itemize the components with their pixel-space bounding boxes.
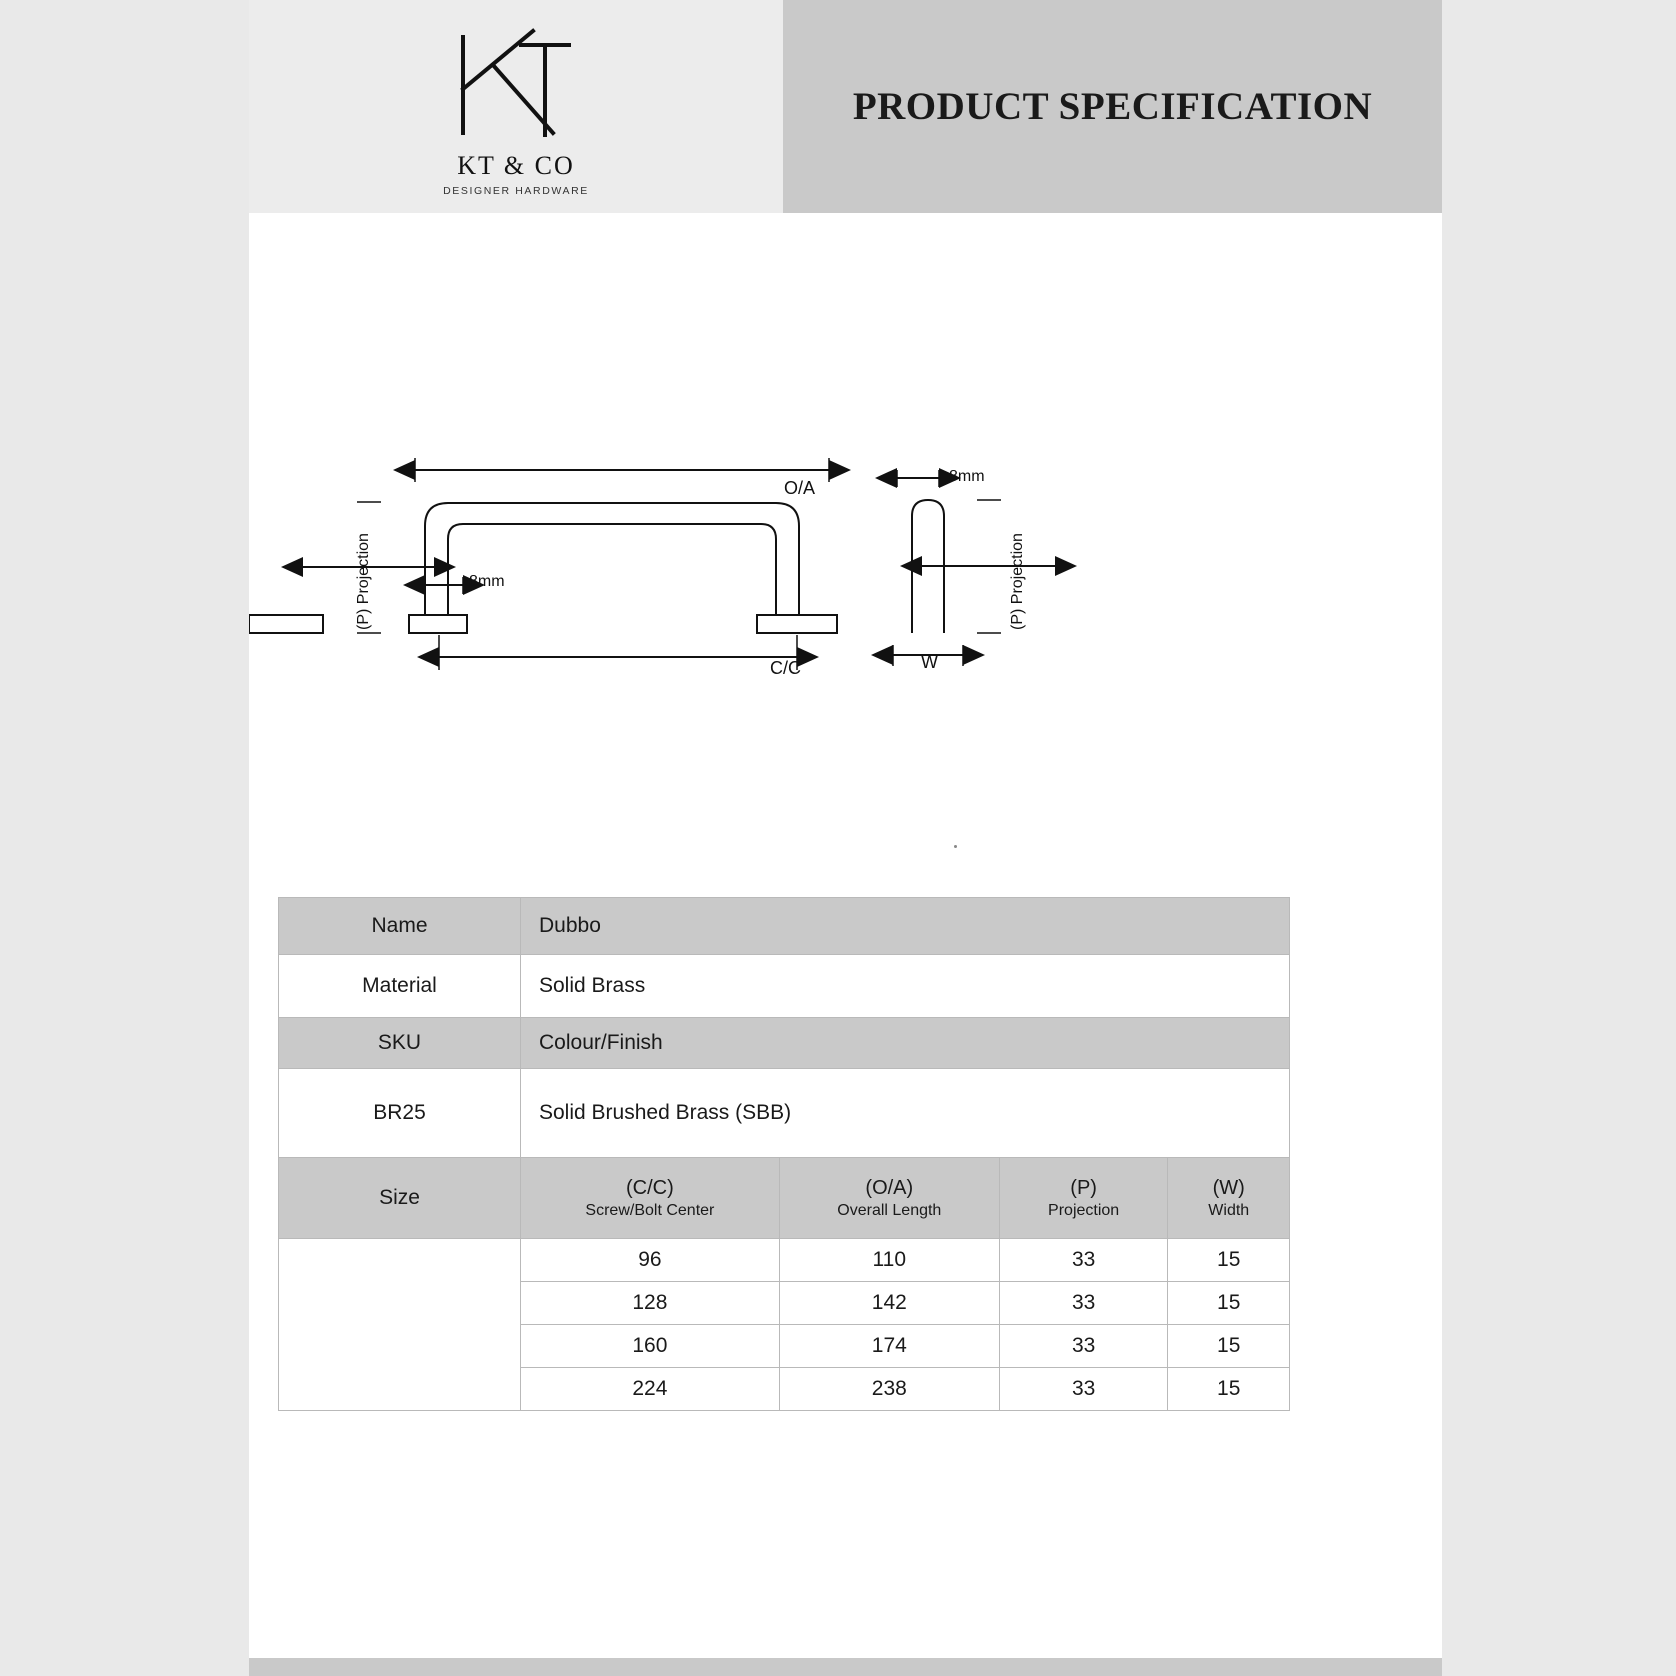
size-cc-2: 128 bbox=[521, 1282, 780, 1325]
brand-tagline: DESIGNER HARDWARE bbox=[443, 184, 589, 197]
value-material: Solid Brass bbox=[521, 955, 1290, 1018]
size-p-2: 33 bbox=[999, 1282, 1168, 1325]
page-title: PRODUCT SPECIFICATION bbox=[852, 85, 1373, 128]
size-w-4: 15 bbox=[1168, 1368, 1290, 1411]
size-header-p bbox=[999, 1158, 1168, 1239]
size-header-cc-sub: Screw/Bolt Center bbox=[585, 1201, 715, 1219]
document-page bbox=[249, 0, 1442, 1676]
size-p-4: 33 bbox=[999, 1368, 1168, 1411]
technical-drawing bbox=[249, 430, 1442, 760]
value-name: Dubbo bbox=[521, 898, 1290, 955]
size-spacer-cell bbox=[279, 1239, 521, 1411]
size-header-w-code: (W) bbox=[1212, 1176, 1245, 1199]
size-cc-1: 96 bbox=[521, 1239, 780, 1282]
dimension-label-projection-side: (P) Projection bbox=[1009, 533, 1026, 630]
size-header-cc bbox=[521, 1158, 780, 1239]
specification-table bbox=[278, 897, 1290, 1411]
dimension-label-width: W bbox=[921, 652, 938, 672]
size-header-oa bbox=[779, 1158, 999, 1239]
size-cc-3: 160 bbox=[521, 1325, 780, 1368]
brand-name: KT & CO bbox=[457, 150, 575, 180]
label-sku: SKU bbox=[279, 1018, 521, 1069]
footer-bar bbox=[249, 1658, 1442, 1676]
dimension-label-oa: O/A bbox=[784, 478, 816, 498]
size-header-w-sub: Width bbox=[1208, 1201, 1250, 1219]
brand-logo-block bbox=[249, 0, 783, 213]
value-finish: Solid Brushed Brass (SBB) bbox=[521, 1069, 1290, 1158]
size-w-3: 15 bbox=[1168, 1325, 1290, 1368]
size-w-1: 15 bbox=[1168, 1239, 1290, 1282]
document-title-bar bbox=[783, 0, 1442, 213]
label-size: Size bbox=[279, 1158, 521, 1239]
table-row-sku-header bbox=[279, 1018, 1290, 1069]
kt-monogram-icon bbox=[441, 23, 591, 145]
label-material: Material bbox=[279, 955, 521, 1018]
size-header-oa-sub: Overall Length bbox=[837, 1201, 942, 1219]
stray-dot bbox=[954, 845, 957, 848]
table-row bbox=[279, 1239, 1290, 1282]
size-header-p-code: (P) bbox=[1070, 1176, 1097, 1199]
table-row-size-header bbox=[279, 1158, 1290, 1239]
size-oa-4: 238 bbox=[779, 1368, 999, 1411]
size-header-oa-code: (O/A) bbox=[865, 1176, 914, 1199]
document-header bbox=[249, 0, 1442, 213]
size-header-cc-code: (C/C) bbox=[626, 1176, 674, 1199]
size-p-3: 33 bbox=[999, 1325, 1168, 1368]
label-name: Name bbox=[279, 898, 521, 955]
table-row-material bbox=[279, 955, 1290, 1018]
dimension-label-projection-front: (P) Projection bbox=[355, 533, 372, 630]
size-cc-4: 224 bbox=[521, 1368, 780, 1411]
size-oa-1: 110 bbox=[779, 1239, 999, 1282]
label-colour-finish: Colour/Finish bbox=[521, 1018, 1290, 1069]
size-p-1: 33 bbox=[999, 1239, 1168, 1282]
size-header-w bbox=[1168, 1158, 1290, 1239]
drawing-svg bbox=[249, 430, 1442, 760]
dimension-label-8mm-front: 8mm bbox=[469, 573, 505, 590]
table-row-finish bbox=[279, 1069, 1290, 1158]
value-sku: BR25 bbox=[279, 1069, 521, 1158]
dimension-label-cc: C/C bbox=[770, 658, 801, 678]
size-oa-3: 174 bbox=[779, 1325, 999, 1368]
size-header-p-sub: Projection bbox=[1048, 1201, 1120, 1219]
size-w-2: 15 bbox=[1168, 1282, 1290, 1325]
table-row-name bbox=[279, 898, 1290, 955]
size-oa-2: 142 bbox=[779, 1282, 999, 1325]
dimension-label-8mm-side: 8mm bbox=[949, 468, 985, 485]
